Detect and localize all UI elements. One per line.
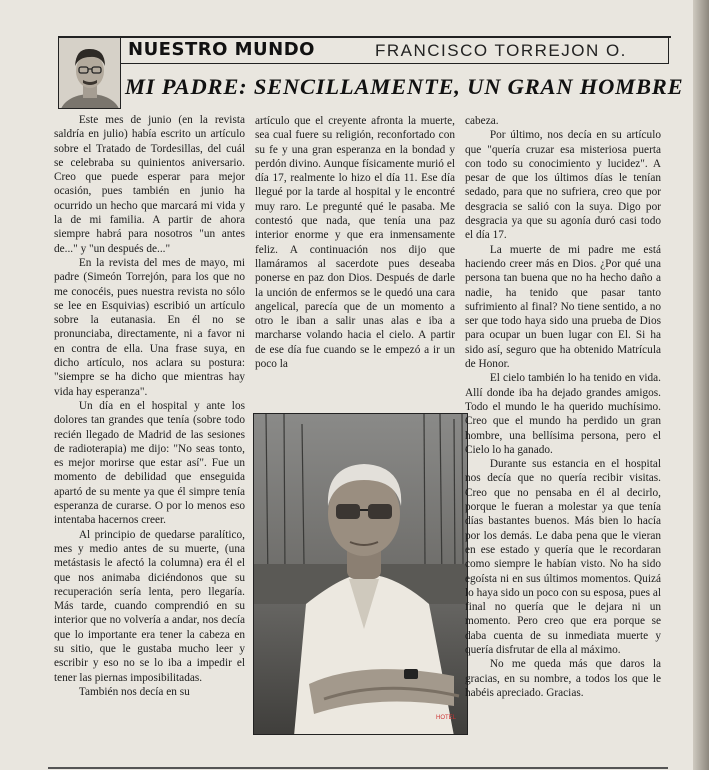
paragraph: También nos decía en su [78, 685, 190, 698]
author-portrait [58, 37, 121, 109]
paragraph: cabeza. [465, 115, 499, 127]
footer-rule [48, 767, 668, 769]
article-column-1 [54, 113, 245, 765]
father-photo [253, 413, 468, 735]
paragraph: El cielo también lo ha tenido en vida. Allí donde iba ha dejado grandes amigos. Todo el mundo le ha querido muchísimo. Creo que el mundo ha perdido un gran hombre, una bellísima persona, pero el Cielo lo ha ganado. [465, 372, 661, 456]
article-column-3 [465, 114, 661, 764]
paragraph: artículo que el creyente afronta la muerte, sea cual fuere su religión, reconfortado con su fe y una gran esperanza en la bondad y perdón divino. Aunque físicamente murió el día 17, realmente lo hizo el día 11. Ese día llegué por la tarde al hospital y le encontré muy raro. Le pregunté qué le pasaba. Me contestó que nada, que tenía una paz interior enorme y que era inmensamente feliz. A continuación nos dijo que llamáramos al sacerdote pues deseaba ponerse en paz don Dios. Después de darle la unción de enfermos se le quedó una cara angelical, parecía que de un momento a otro le iban a salir unas alas e iba a marcharse volando hacia el cielo. A partir de ese día fue cuando se le empezó a ir un poco la [255, 115, 455, 371]
paragraph: Por último, nos decía en su artículo que "quería cruzar esa misteriosa puerta con todo su conocimiento y lucidez". A pesar de que los últimos días le tenían sedado, para que no sufriera, creo que por desgracia se salió con la suya. Digo por desgracia ya que su agonía duró casi todo el día 17. [465, 129, 661, 242]
paragraph: Este mes de junio (en la revista saldría en julio) había escrito un artículo sobre el Tratado de Tordesillas, del cuál se celebraba su quinientos aniversario. Creo que puede esperar para mejor ocasión, pues también en junio ha ocurrido un hecho que marcará mi vida y la de mi familia. A partir de ahora siempre habrá para nosotros "un antes de..." y "un después de..." [54, 114, 245, 255]
paragraph: Al principio de quedarse paralítico, mes y medio antes de su muerte, (una metástasis le afectó la columna) era él el que nos animaba diciéndonos que su recuperación sería lenta, pero llegaría. Más tarde, cuando comprendió en su interior que no volvería a andar, nos decía que lo importante era tener la cabeza en su sitio, que le gustaba mucho leer y escribir y eso no se lo iba a impedir el tener las piernas imposibilitadas. [54, 528, 245, 684]
page-edge-shadow [693, 0, 709, 770]
paragraph: En la revista del mes de mayo, mi padre (Simeón Torrejón, para los que no me conocéis, pues nuestra revista no sólo se lee en Esquivias) escribió un artículo sobre la eutanasia. En él no se pronunciaba, directamente, ni a favor ni en contra de ella. Una frase suya, en dicho artículo, nos aclara su postura: "siempre se ha dicho que mientras hay vida hay esperanza". [54, 256, 245, 398]
article-headline: MI PADRE: SENCILLAMENTE, UN GRAN HOMBRE [125, 74, 684, 99]
paragraph: La muerte de mi padre me está haciendo creer más en Dios. ¿Por qué una persona tan buena que no ha hecho daño a nadie, ha tenido que pasar tanto sufrimiento al final? No tiene sentido, a no ser que todo haya sido una prueba de Dios para ocupar un buen lugar con El. Si ha sido así, seguro que ha obtenido Matrícula de Honor. [465, 243, 661, 371]
article-column-2 [255, 114, 455, 391]
svg-text:HOTEL: HOTEL [436, 715, 457, 721]
paragraph: No me queda más que daros la gracias, en su nombre, a todos los que le habéis apreciado. Gracias. [465, 658, 661, 699]
paragraph: Durante sus estancia en el hospital nos decía que no quería recibir visitas. Creo que no pensaba en él al decirlo, porque le fueran a molestar ya que tenía días bastantes buenos. Más bien lo hacía por los demás. Le daba pena que le vieran en ese estado y quería que le recordaran como siempre le habían visto. No ha sido egoísta ni en sus últimos momentos. Quizá lo haya sido un poco con su esposa, pues al final no quería que le dejara ni un momento. Pero creo que era porque se daba cuenta de su inmediata muerte y quería disfrutar de ella al máximo. [465, 458, 661, 656]
section-title: NUESTRO MUNDO [128, 39, 315, 60]
paragraph: Un día en el hospital y ante los dolores tan grandes que tenía (sobre todo recién llegado de Madrid de las sesiones de radioterapia) me dijo: "No seas tonto, es mejor morirse que estar así". Fue un momento de debilidad que enseguida apartó de su mente ya que él simpre tenía esperanza de curarse. O por lo menos eso intentaba hacernos creer. [54, 399, 245, 527]
author-byline: FRANCISCO TORREJON O. [375, 41, 627, 60]
